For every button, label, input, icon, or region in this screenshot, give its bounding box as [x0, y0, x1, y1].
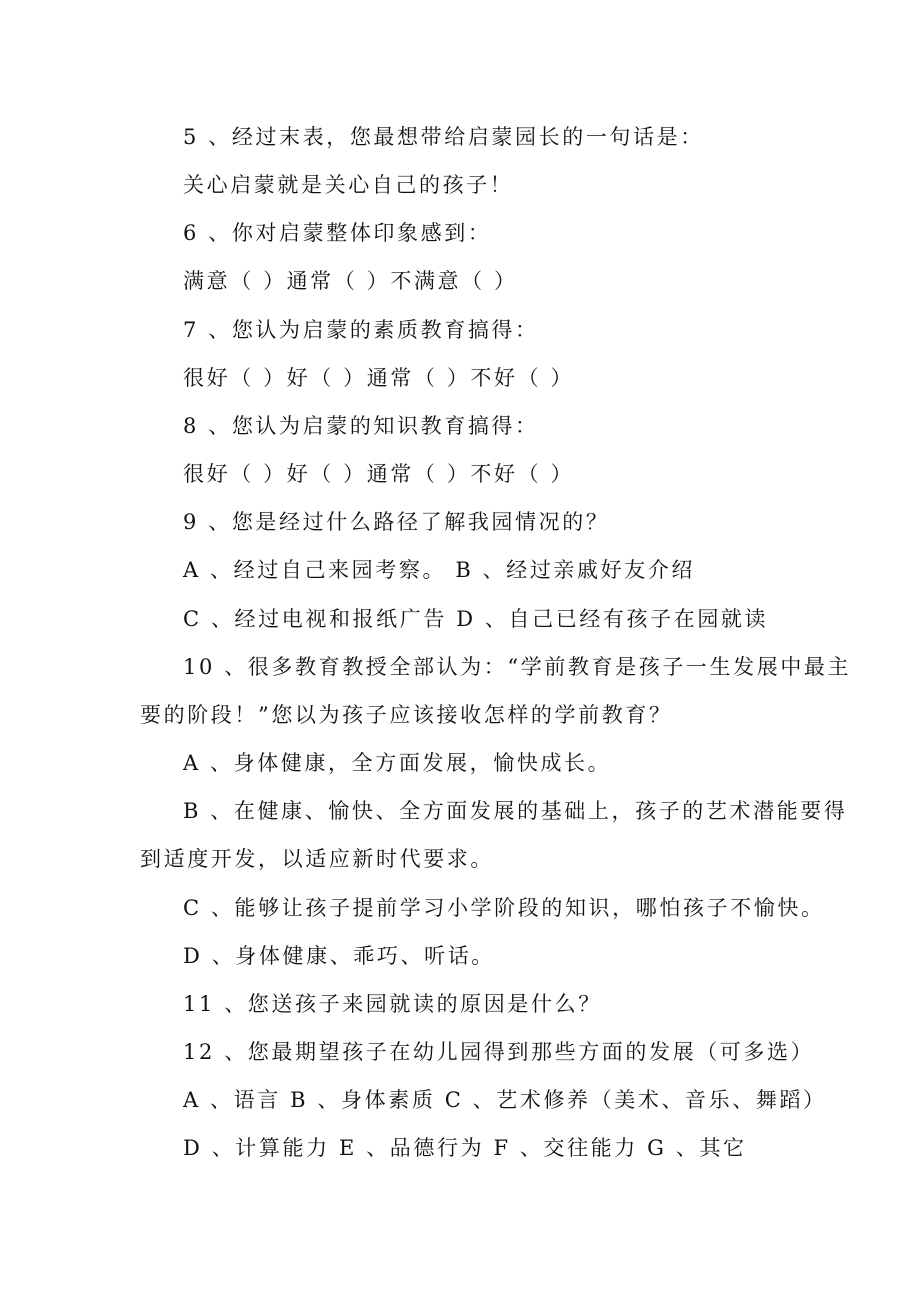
question-12: 12 、您最期望孩子在幼儿园得到那些方面的发展（可多选） [183, 1040, 815, 1064]
answer-5: 关心启蒙就是关心自己的孩子！ [183, 173, 514, 197]
question-9: 9 、您是经过什么路径了解我园情况的？ [183, 510, 610, 534]
option-10-d: D 、身体健康、乖巧、听话。 [183, 944, 495, 968]
question-11: 11 、您送孩子来园就读的原因是什么？ [183, 992, 602, 1016]
question-8: 8 、您认为启蒙的知识教育搞得： [183, 414, 539, 438]
question-10-cont: 要的阶段！”您以为孩子应该接收怎样的学前教育？ [140, 703, 673, 727]
option-10-b-cont: 到适度开发，以适应新时代要求。 [140, 847, 494, 871]
option-10-c: C 、能够让孩子提前学习小学阶段的知识，哪怕孩子不愉快。 [183, 896, 825, 920]
question-7: 7 、您认为启蒙的素质教育搞得： [183, 318, 539, 342]
option-10-b: B 、在健康、愉快、全方面发展的基础上，孩子的艺术潜能要得 [183, 799, 848, 823]
options-9-ab: A 、经过自己来园考察。 B 、经过亲戚好友介绍 [183, 558, 696, 582]
option-10-a: A 、身体健康，全方面发展，愉快成长。 [183, 751, 612, 775]
question-6: 6 、你对启蒙整体印象感到： [183, 221, 492, 245]
options-6: 满意（ ）通常（ ）不满意（ ） [183, 269, 518, 293]
options-8: 很好（ ）好（ ）通常（ ）不好（ ） [183, 462, 575, 486]
options-7: 很好（ ）好（ ）通常（ ）不好（ ） [183, 366, 575, 390]
options-9-cd: C 、经过电视和报纸广告 D 、自己已经有孩子在园就读 [183, 607, 769, 631]
question-5: 5 、经过末表，您最想带给启蒙园长的一句话是： [183, 125, 704, 149]
question-10: 10 、很多教育教授全部认为：“学前教育是孩子一生发展中最主 [183, 655, 852, 679]
options-12-abc: A 、语言 B 、身体素质 C 、艺术修养（美术、音乐、舞蹈） [183, 1088, 827, 1112]
options-12-defg: D 、计算能力 E 、品德行为 F 、交往能力 G 、其它 [183, 1136, 747, 1160]
